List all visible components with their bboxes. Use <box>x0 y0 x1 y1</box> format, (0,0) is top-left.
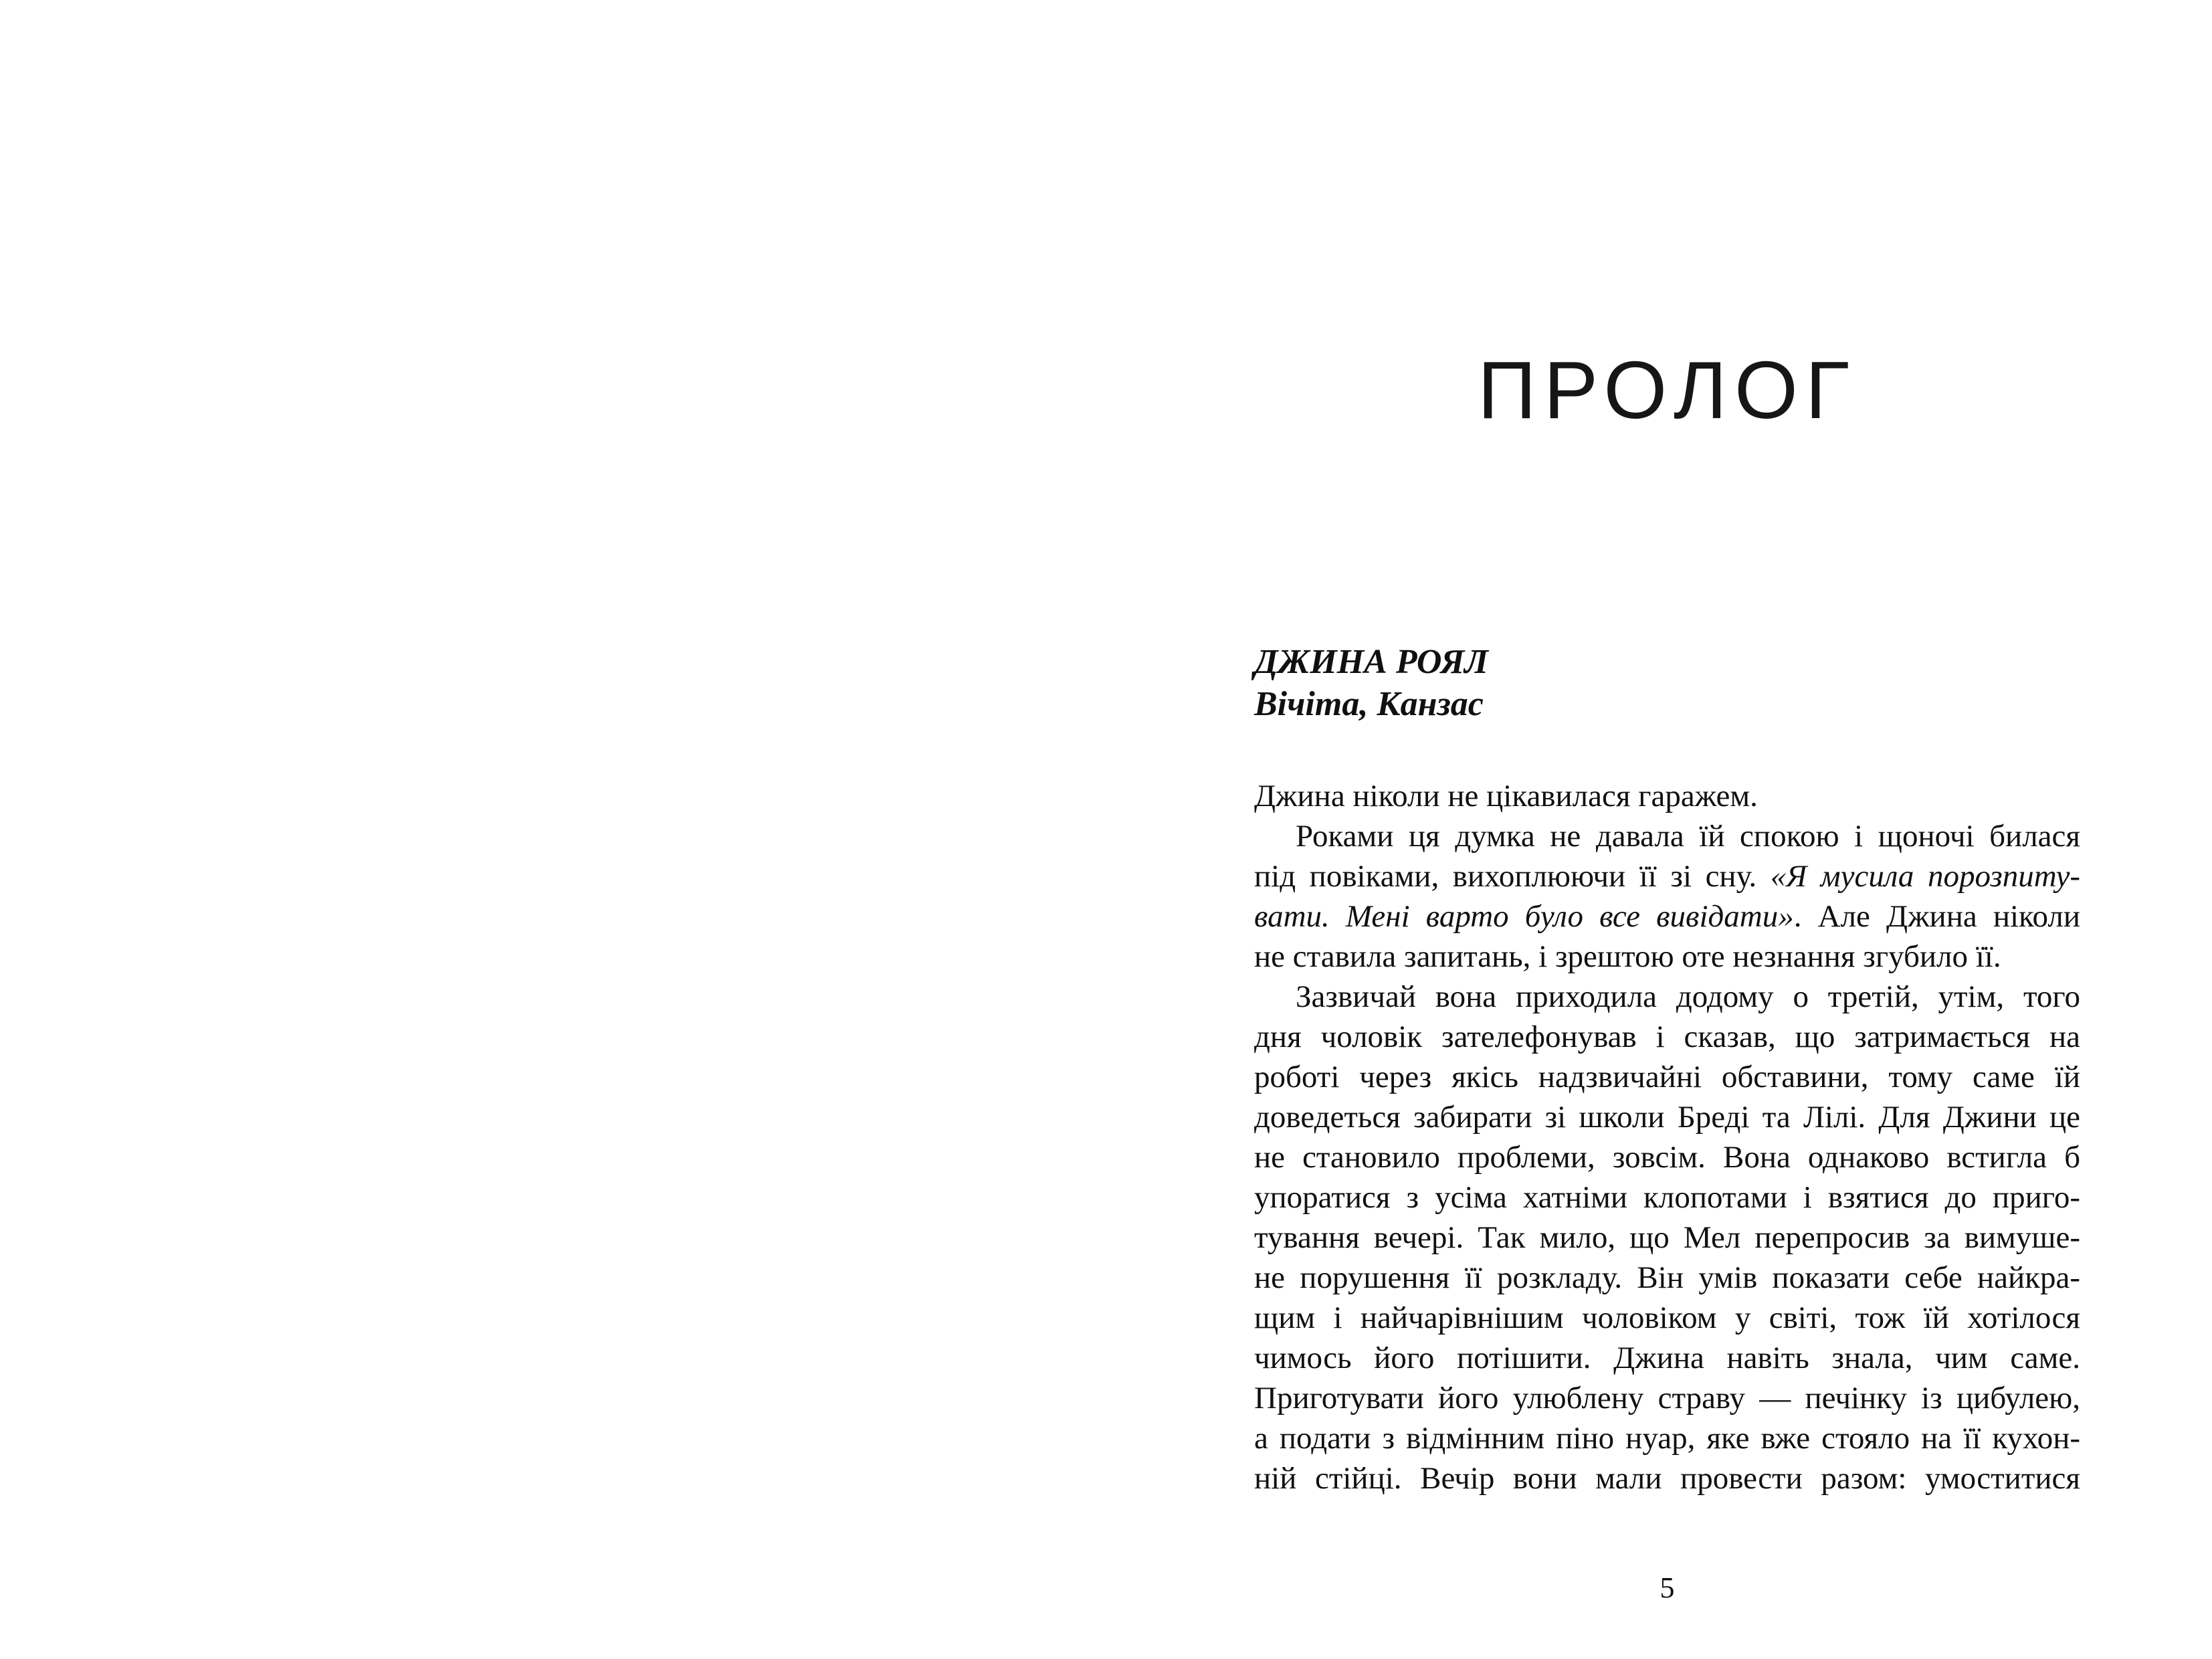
right-page <box>1106 0 2212 1659</box>
text-line <box>1254 1097 2080 1137</box>
text-line <box>1254 1338 2080 1378</box>
section-heading-location: Вічіта, Канзас <box>1254 685 1484 723</box>
italic-text-segment: вати. Мені варто було все вивідати» <box>1254 899 1794 934</box>
body-text <box>1254 776 2080 1498</box>
text-line <box>1254 776 2080 816</box>
italic-text-segment: «Я мусила порозпиту- <box>1770 859 2080 894</box>
text-line <box>1254 1177 2080 1217</box>
text-segment: Джина ніколи не цікавилася гаражем. <box>1254 779 1758 813</box>
text-line <box>1254 1458 2080 1498</box>
section-heading <box>1254 641 2080 725</box>
text-line <box>1254 1418 2080 1458</box>
text-segment: тування вечері. Так мило, що Мел перепросив за вимуше- <box>1254 1220 2080 1255</box>
section-heading-name: ДЖИНА РОЯЛ <box>1254 643 1488 681</box>
text-segment: під повіками, вихоплюючи її зі сну. <box>1254 859 1771 894</box>
text-line <box>1254 1017 2080 1057</box>
text-segment: . Але Джина ніколи <box>1793 899 2080 934</box>
chapter-title: ПРОЛОГ <box>1478 345 1857 435</box>
text-line <box>1254 816 2080 856</box>
text-segment: Приготувати його улюблену страву — печінку із цибулею, <box>1254 1381 2080 1416</box>
text-segment: доведеться забирати зі школи Бреді та Лілі. Для Джини це <box>1254 1100 2080 1135</box>
text-segment: не порушення її розкладу. Він умів показати себе найкра- <box>1254 1260 2080 1295</box>
text-segment: чимось його потішити. Джина навіть знала, чим саме. <box>1254 1341 2080 1375</box>
text-line <box>1254 896 2080 937</box>
text-segment: ній стійці. Вечір вони мали провести разом: умоститися <box>1254 1461 2080 1496</box>
text-segment: роботі через якісь надзвичайні обставини, тому саме їй <box>1254 1060 2080 1094</box>
text-line <box>1254 856 2080 896</box>
text-line <box>1254 977 2080 1017</box>
text-segment: дня чоловік зателефонував і сказав, що затримається на <box>1254 1019 2080 1054</box>
text-segment: упоратися з усіма хатніми клопотами і взятися до приго- <box>1254 1180 2080 1215</box>
text-line <box>1254 937 2080 977</box>
text-line <box>1254 1258 2080 1298</box>
text-segment: Роками ця думка не давала їй спокою і щоночі билася <box>1296 819 2080 854</box>
text-line <box>1254 1298 2080 1338</box>
text-column <box>1254 0 2080 1659</box>
text-segment: не ставила запитань, і зрештою оте незнання згубило її. <box>1254 939 2001 974</box>
text-line <box>1254 1217 2080 1258</box>
text-segment: Зазвичай вона приходила додому о третій, утім, того <box>1296 979 2080 1014</box>
text-line <box>1254 1378 2080 1418</box>
text-segment: не становило проблеми, зовсім. Вона однаково встигла б <box>1254 1140 2080 1175</box>
text-line <box>1254 1057 2080 1097</box>
text-segment: а подати з відмінним піно нуар, яке вже стояло на її кухон- <box>1254 1421 2080 1456</box>
text-line <box>1254 1137 2080 1177</box>
text-segment: щим і найчарівнішим чоловіком у світі, тож їй хотілося <box>1254 1300 2080 1335</box>
page-number: 5 <box>1660 1571 1675 1604</box>
